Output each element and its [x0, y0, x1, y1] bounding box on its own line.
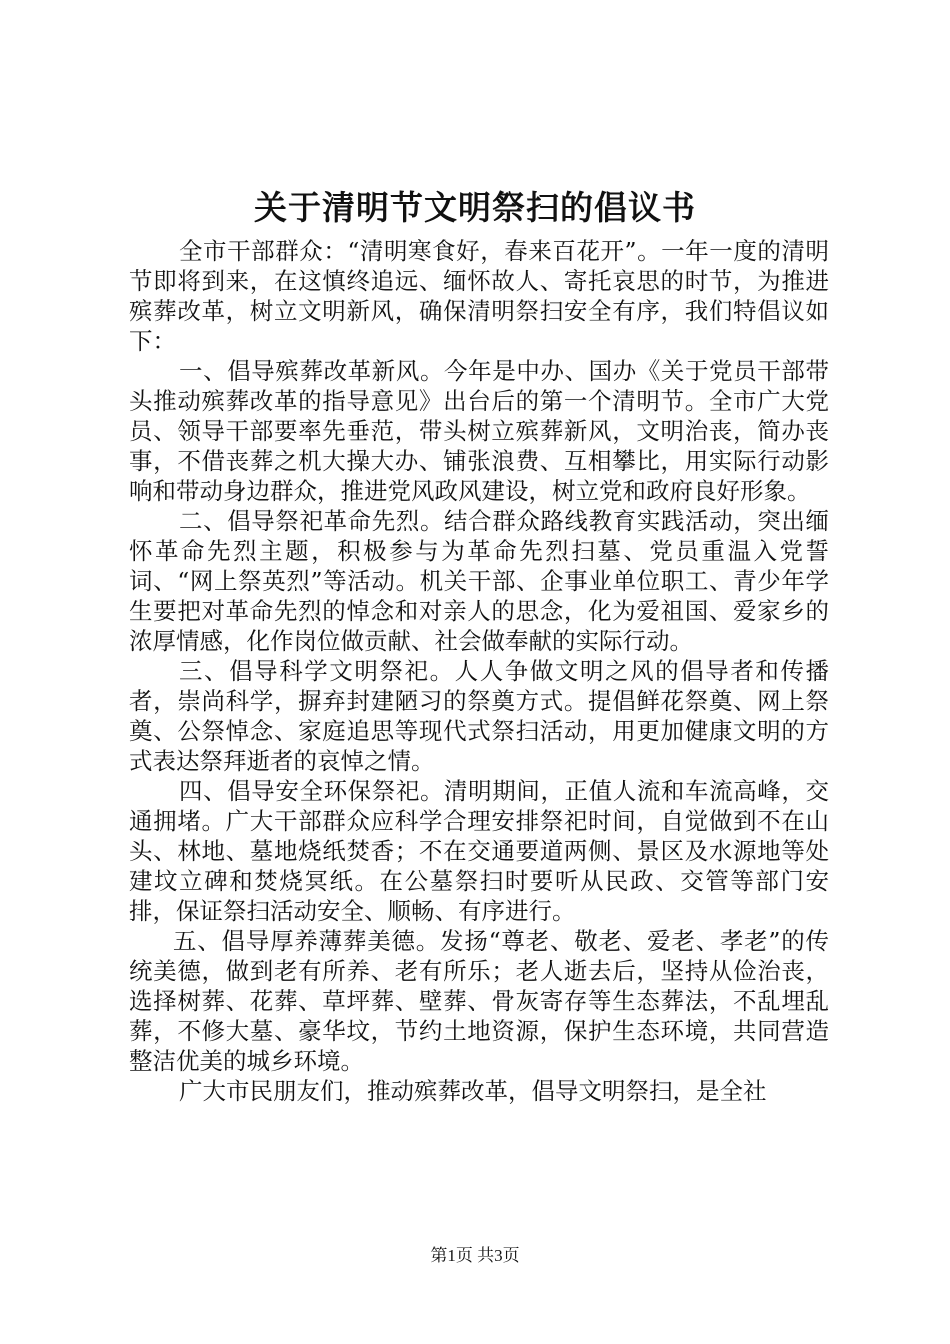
- page-footer: 第1页 共3页: [430, 1246, 520, 1265]
- paragraph-item-4: 四、倡导安全环保祭祀。清明期间，正值人流和车流高峰，交通拥堵。广大干部群众应科学合理安排祭祀时间，自觉做到不在山头、林地、墓地烧纸焚香；不在交通要道两侧、景区及水源地等处建坟立碑和焚烧冥纸。在公墓祭扫时要听从民政、交管等部门安排，保证祭扫活动安全、顺畅、有序进行。: [129, 777, 829, 925]
- paragraph-item-5: 五、倡导厚养薄葬美德。发扬“尊老、敬老、爱老、孝老”的传统美德，做到老有所养、老有所乐；老人逝去后，坚持从俭治丧，选择树葬、花葬、草坪葬、壁葬、骨灰寄存等生态葬法，不乱埋乱葬，不修大墓、豪华坟，节约土地资源，保护生态环境，共同营造整洁优美的城乡环境。: [129, 927, 829, 1075]
- paragraph-salutation: 全市干部群众：“清明寒食好，春来百花开”。一年一度的清明节即将到来，在这慎终追远、缅怀故人、寄托哀思的时节，为推进殡葬改革，树立文明新风，确保清明祭扫安全有序，我们特倡议如下：: [129, 237, 829, 355]
- paragraph-item-3: 三、倡导科学文明祭祀。人人争做文明之风的倡导者和传播者，崇尚科学，摒弃封建陋习的祭奠方式。提倡鲜花祭奠、网上祭奠、公祭悼念、家庭追思等现代式祭扫活动，用更加健康文明的方式表达祭拜逝者的哀悼之情。: [129, 657, 829, 775]
- paragraph-item-2: 二、倡导祭祀革命先烈。结合群众路线教育实践活动，突出缅怀革命先烈主题，积极参与为革命先烈扫墓、党员重温入党誓词、“网上祭英烈”等活动。机关干部、企事业单位职工、青少年学生要把对革命先烈的悼念和对亲人的思念，化为爱祖国、爱家乡的浓厚情感，化作岗位做贡献、社会做奉献的实际行动。: [129, 507, 829, 655]
- paragraph-closing: 广大市民朋友们，推动殡葬改革，倡导文明祭扫，是全社: [179, 1077, 767, 1105]
- document-body: [129, 236, 829, 1106]
- document-title: 关于清明节文明祭扫的倡议书: [254, 188, 696, 227]
- paragraph-item-1: 一、倡导殡葬改革新风。今年是中办、国办《关于党员干部带头推动殡葬改革的指导意见》出台后的第一个清明节。全市广大党员、领导干部要率先垂范，带头树立殡葬新风，文明治丧，简办丧事，不借丧葬之机大操大办、铺张浪费、互相攀比，用实际行动影响和带动身边群众，推进党风政风建设，树立党和政府良好形象。: [129, 357, 829, 505]
